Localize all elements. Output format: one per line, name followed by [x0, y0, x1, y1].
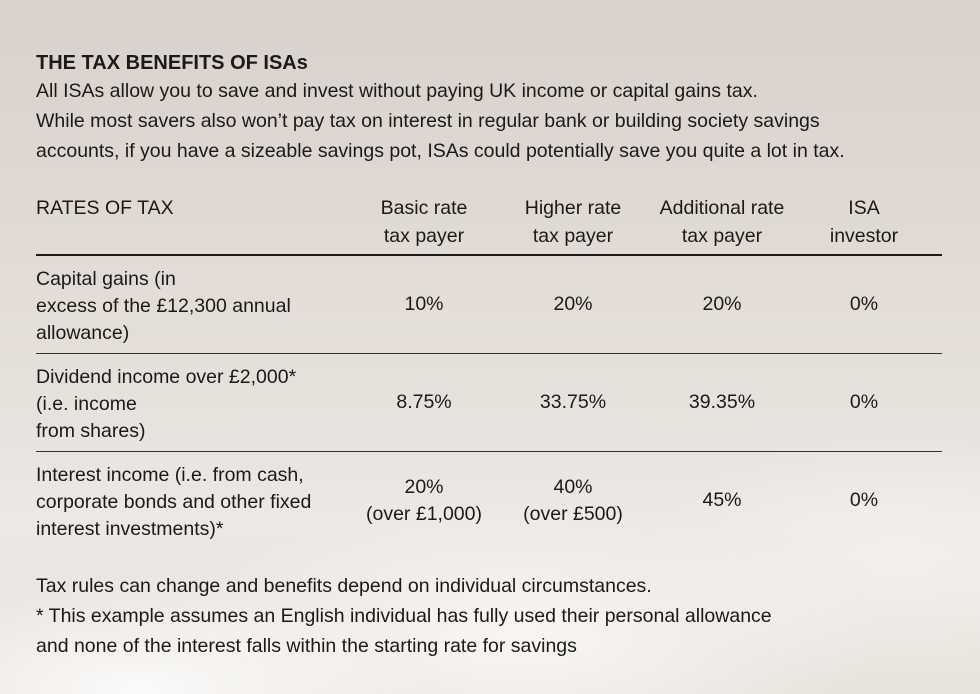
row-label-line: corporate bonds and other fixed [36, 491, 312, 514]
header-higher-rate-line-2: tax payer [532, 225, 614, 247]
cell-dividend-basic: 8.75% [396, 391, 452, 413]
row-label-line: Capital gains (in [36, 268, 176, 290]
cell-dividend-higher: 33.75% [539, 391, 607, 413]
cell-interest-higher [488, 452, 658, 550]
cell-dividend-additional: 39.35% [688, 391, 756, 413]
page-title: THE TAX BENEFITS OF ISAs [36, 52, 308, 74]
footnote-line-1: Tax rules can change and benefits depend on individual circumstances. [36, 575, 652, 597]
header-rates-of-tax [36, 194, 360, 255]
tax-benefits-section [36, 50, 946, 657]
row-label-capital-gains [36, 255, 360, 354]
header-additional-rate-line-1: Additional rate [659, 197, 785, 219]
cell-interest-basic-rate: 20% [404, 475, 444, 498]
cell-interest-basic [360, 452, 488, 550]
header-basic-rate [360, 194, 488, 255]
footnote-line-3: and none of the interest falls within the starting rate for savings [36, 635, 577, 657]
row-label-line: Interest income (i.e. from cash, [36, 464, 304, 487]
header-basic-rate-line-2: tax payer [383, 225, 465, 247]
cell-interest-isa: 0% [849, 489, 879, 512]
row-label-line: interest investments)* [36, 518, 224, 541]
header-rates-of-tax-text: RATES OF TAX [36, 197, 174, 219]
intro-line-2: While most savers also won’t pay tax on interest in regular bank or building society savings [36, 110, 820, 132]
header-higher-rate-line-1: Higher rate [524, 197, 622, 219]
row-label-line: from shares) [36, 420, 146, 442]
cell-dividend-isa: 0% [849, 391, 879, 413]
header-isa-investor-line-2: investor [829, 225, 899, 247]
header-isa-investor-line-1: ISA [848, 197, 880, 219]
cell-capital-gains-higher: 20% [553, 293, 593, 315]
cell-interest-higher-note: (over £500) [523, 502, 623, 525]
cell-interest-higher-rate: 40% [553, 475, 593, 498]
header-additional-rate [658, 194, 786, 255]
table-row-dividend-income [36, 354, 942, 452]
table-row-capital-gains [36, 255, 942, 354]
intro-line-3: accounts, if you have a sizeable savings pot, ISAs could potentially save you quite a lot in tax. [36, 140, 845, 162]
footnotes [36, 571, 772, 661]
table-row-interest-income [36, 452, 942, 550]
cell-capital-gains-additional: 20% [702, 293, 742, 315]
table-header-row [36, 194, 942, 255]
header-isa-investor [786, 194, 942, 255]
header-higher-rate [488, 194, 658, 255]
row-label-line: (i.e. income [36, 393, 137, 415]
row-label-interest-income [36, 452, 360, 550]
tax-rates-table [36, 194, 942, 550]
header-basic-rate-line-1: Basic rate [380, 197, 468, 219]
header-additional-rate-line-2: tax payer [681, 225, 763, 247]
footnote-line-2: * This example assumes an English individual has fully used their personal allowance [36, 605, 772, 627]
row-label-dividend-income [36, 354, 360, 452]
cell-capital-gains-isa: 0% [849, 293, 879, 315]
cell-capital-gains-basic: 10% [404, 293, 444, 315]
row-label-line: allowance) [36, 322, 130, 344]
intro-line-1: All ISAs allow you to save and invest without paying UK income or capital gains tax. [36, 80, 758, 102]
row-label-line: Dividend income over £2,000* [36, 366, 297, 388]
cell-interest-basic-note: (over £1,000) [366, 502, 482, 525]
row-label-line: excess of the £12,300 annual [36, 295, 291, 317]
cell-interest-additional: 45% [702, 489, 742, 512]
